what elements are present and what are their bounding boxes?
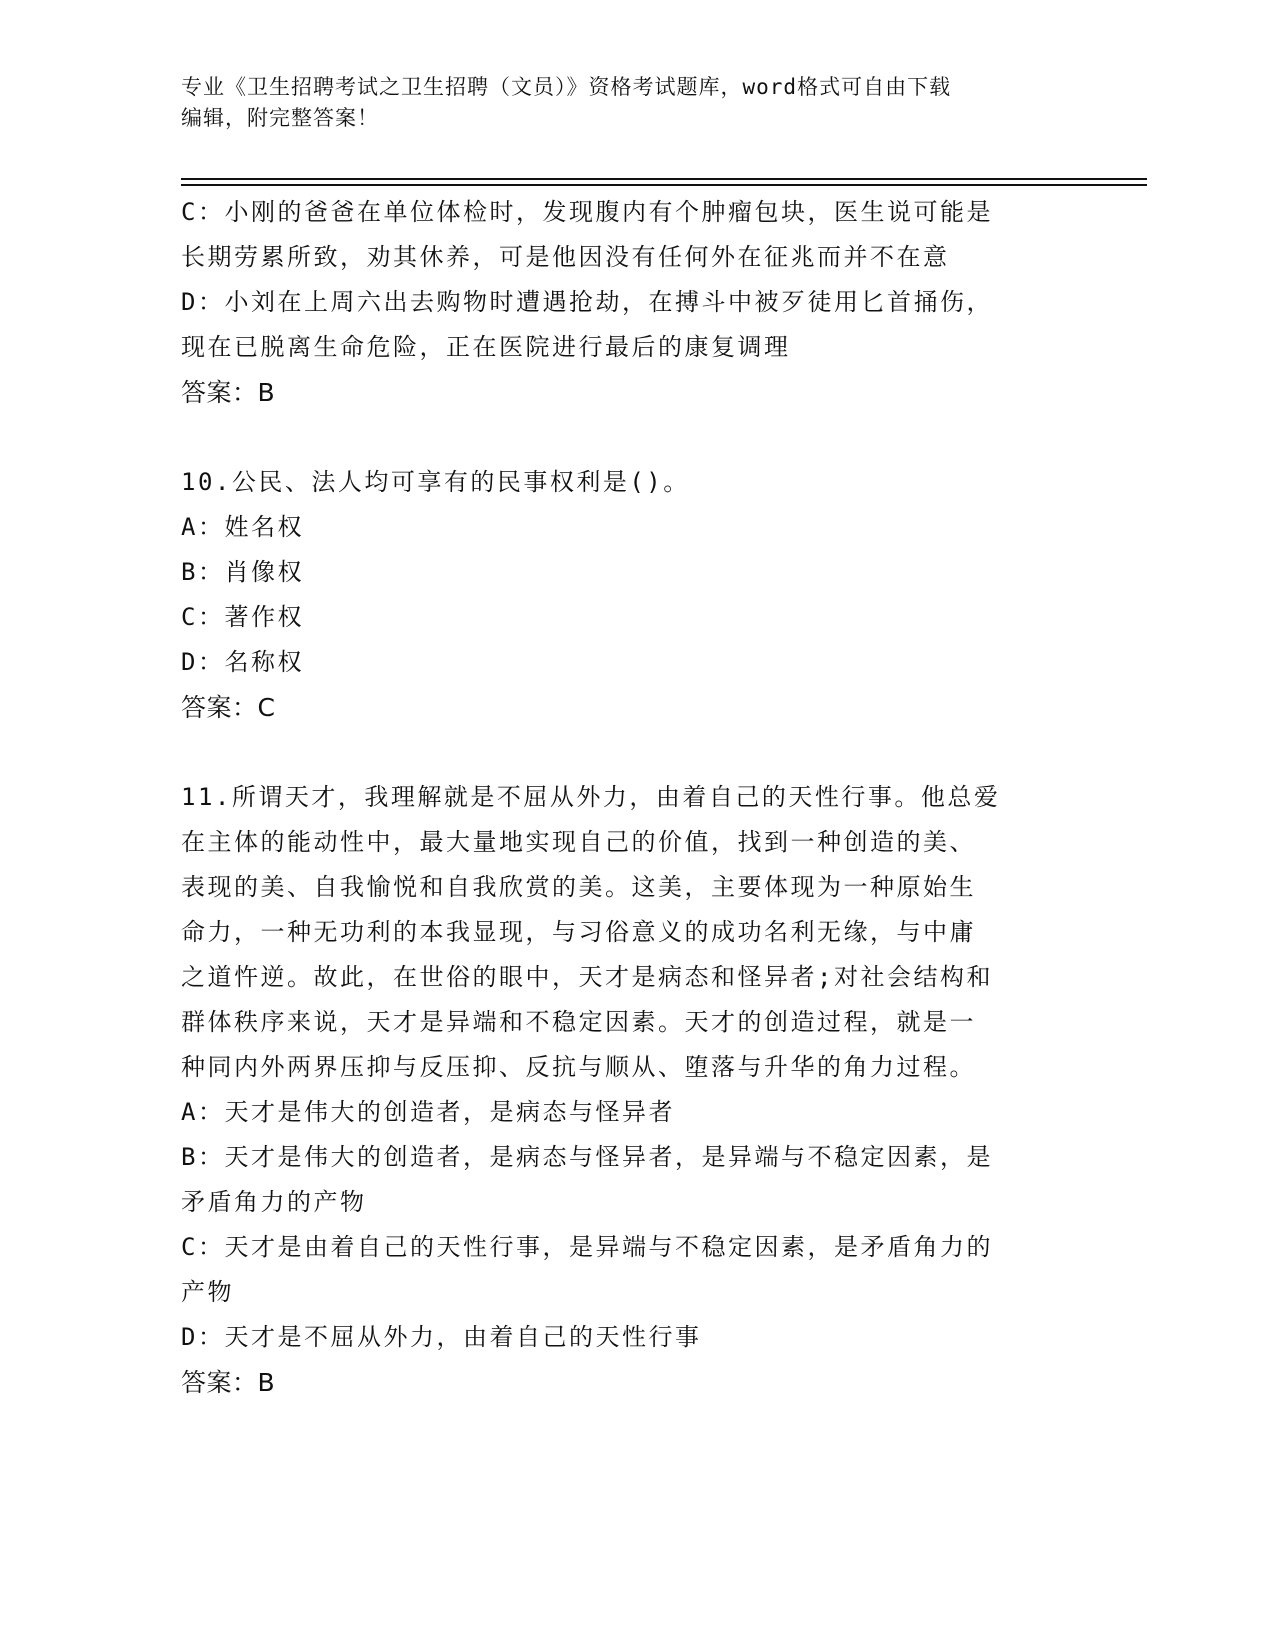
option-c: C：著作权 <box>181 603 304 631</box>
question-text-line: 命力，一种无功利的本我显现，与习俗意义的成功名利无缘，与中庸 <box>181 918 976 946</box>
header-line-2: 编辑，附完整答案！ <box>181 106 379 130</box>
option-a: A：姓名权 <box>181 513 304 541</box>
question-9-continued <box>181 190 1061 415</box>
answer-label: 答案：B <box>181 1368 276 1397</box>
option-d: D：名称权 <box>181 648 304 676</box>
option-b-continued: 矛盾角力的产物 <box>181 1188 367 1216</box>
spacer <box>181 415 1061 460</box>
header-divider-bottom <box>181 184 1147 186</box>
option-d-continued: 现在已脱离生命危险，正在医院进行最后的康复调理 <box>181 333 791 361</box>
option-d: D：小刘在上周六出去购物时遭遇抢劫，在搏斗中被歹徒用匕首捅伤， <box>181 288 993 316</box>
option-a: A：天才是伟大的创造者，是病态与怪异者 <box>181 1098 675 1126</box>
question-11 <box>181 775 1061 1405</box>
question-text-line: 表现的美、自我愉悦和自我欣赏的美。这美，主要体现为一种原始生 <box>181 873 976 901</box>
answer-label: 答案：C <box>181 693 276 722</box>
header-line-1: 专业《卫生招聘考试之卫生招聘（文员）》资格考试题库，word格式可自由下载 <box>181 75 952 99</box>
header-divider-top <box>181 178 1147 180</box>
spacer <box>181 730 1061 775</box>
option-c: C：小刚的爸爸在单位体检时，发现腹内有个肿瘤包块，医生说可能是 <box>181 198 993 226</box>
option-b: B：天才是伟大的创造者，是病态与怪异者，是异端与不稳定因素，是 <box>181 1143 993 1171</box>
question-text-line: 种同内外两界压抑与反压抑、反抗与顺从、堕落与升华的角力过程。 <box>181 1053 976 1081</box>
question-10 <box>181 460 1061 730</box>
question-text-line: 11.所谓天才，我理解就是不屈从外力，由着自己的天性行事。他总爱 <box>181 783 1001 811</box>
option-d: D：天才是不屈从外力，由着自己的天性行事 <box>181 1323 702 1351</box>
answer-label: 答案：B <box>181 378 276 407</box>
option-c: C：天才是由着自己的天性行事，是异端与不稳定因素，是矛盾角力的 <box>181 1233 993 1261</box>
question-text-line: 群体秩序来说，天才是异端和不稳定因素。天才的创造过程，就是一 <box>181 1008 976 1036</box>
option-b: B：肖像权 <box>181 558 304 586</box>
question-content <box>181 190 1061 1405</box>
question-text-line: 在主体的能动性中，最大量地实现自己的价值，找到一种创造的美、 <box>181 828 976 856</box>
document-header <box>181 72 1041 134</box>
question-text-line: 之道忤逆。故此，在世俗的眼中，天才是病态和怪异者;对社会结构和 <box>181 963 993 991</box>
question-text: 10.公民、法人均可享有的民事权利是()。 <box>181 468 690 496</box>
option-c-continued: 产物 <box>181 1278 234 1306</box>
option-c-continued: 长期劳累所致，劝其休养，可是他因没有任何外在征兆而并不在意 <box>181 243 950 271</box>
